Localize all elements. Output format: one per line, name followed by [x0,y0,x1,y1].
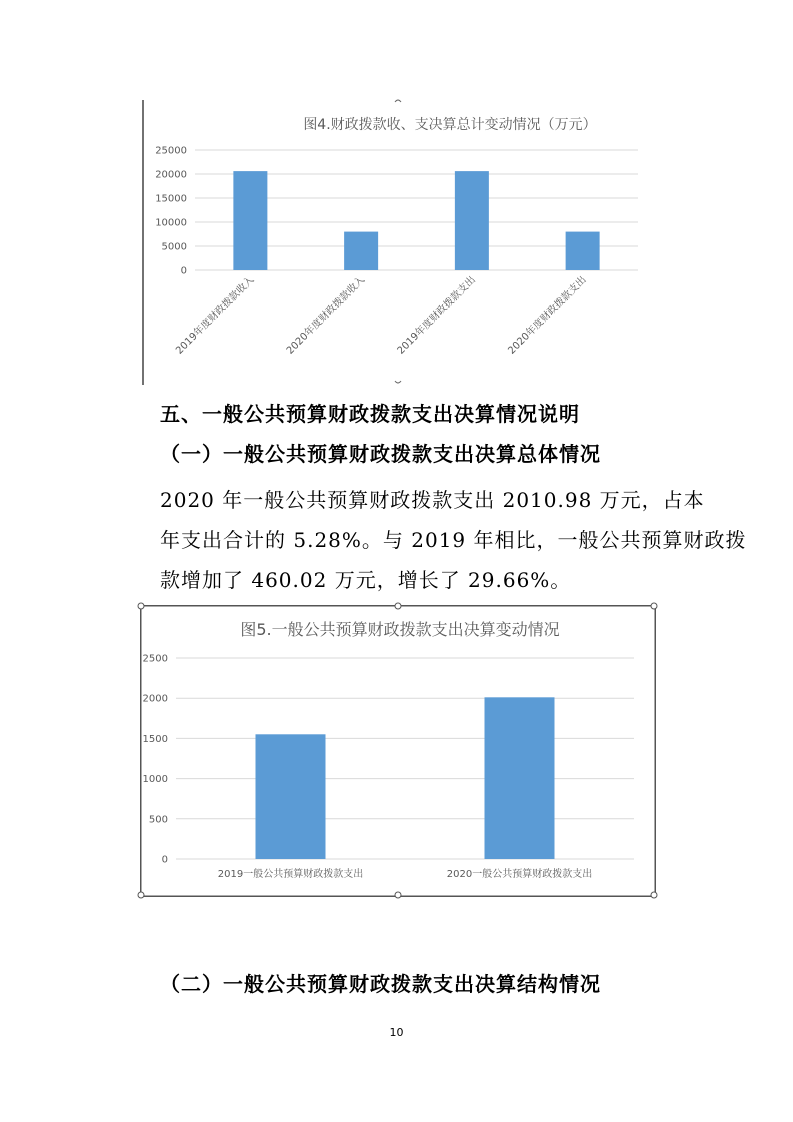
subsection-heading: （二）一般公共预算财政拨款支出决算结构情况 [160,972,601,996]
y-tick-label: 2500 [142,653,168,665]
x-category-label: 2020年度财政拨款收入 [284,274,368,357]
chart-svg [140,100,660,385]
bar [455,171,489,270]
chart-border [141,606,656,897]
bar [485,697,555,859]
y-tick-label: 10000 [155,217,187,229]
resize-handle [651,603,657,609]
y-tick-label: 5000 [161,241,187,253]
paragraph-line: 款增加了 460.02 万元，增长了 29.66%。 [160,568,572,592]
x-category-label: 2020一般公共预算财政拨款支出 [446,869,593,880]
chart-svg [140,605,656,897]
resize-handle [395,603,401,609]
y-tick-label: 15000 [155,193,187,205]
frame-handle-top [395,100,401,102]
bar [233,171,267,270]
chart-title: 图4.财政拨款收、支决算总计变动情况（万元） [303,117,597,133]
chart-general-budget-expenditure [140,605,656,897]
resize-handle [651,892,657,898]
paragraph-line: 2020 年一般公共预算财政拨款支出 2010.98 万元，占本 [160,488,705,512]
x-category-label: 2019年度财政拨款支出 [395,274,478,357]
frame-handle-bottom [395,381,401,383]
y-tick-label: 25000 [155,145,187,157]
bar [256,734,326,859]
x-category-label: 2020年度财政拨款支出 [506,274,589,357]
section-heading: 五、一般公共预算财政拨款支出决算情况说明 [160,402,580,426]
bar [566,232,600,270]
resize-handle [395,892,401,898]
page-number: 10 [389,1026,404,1039]
y-tick-label: 500 [148,814,168,826]
y-tick-label: 1500 [142,733,168,745]
y-tick-label: 1000 [142,774,168,786]
chart-fiscal-allocation-total [140,100,660,385]
chart-title: 图5.一般公共预算财政拨款支出决算变动情况 [240,620,560,639]
y-tick-label: 0 [161,854,168,866]
x-category-label: 2019一般公共预算财政拨款支出 [217,869,364,880]
x-category-label: 2019年度财政拨款收入 [174,274,257,357]
y-tick-label: 0 [180,265,187,277]
resize-handle [138,603,144,609]
bar [344,232,378,270]
y-tick-label: 2000 [142,693,168,705]
y-tick-label: 20000 [155,169,187,181]
paragraph-line: 年支出合计的 5.28%。与 2019 年相比，一般公共预算财政拨 [160,528,747,552]
subsection-heading: （一）一般公共预算财政拨款支出决算总体情况 [160,442,601,466]
resize-handle [138,892,144,898]
